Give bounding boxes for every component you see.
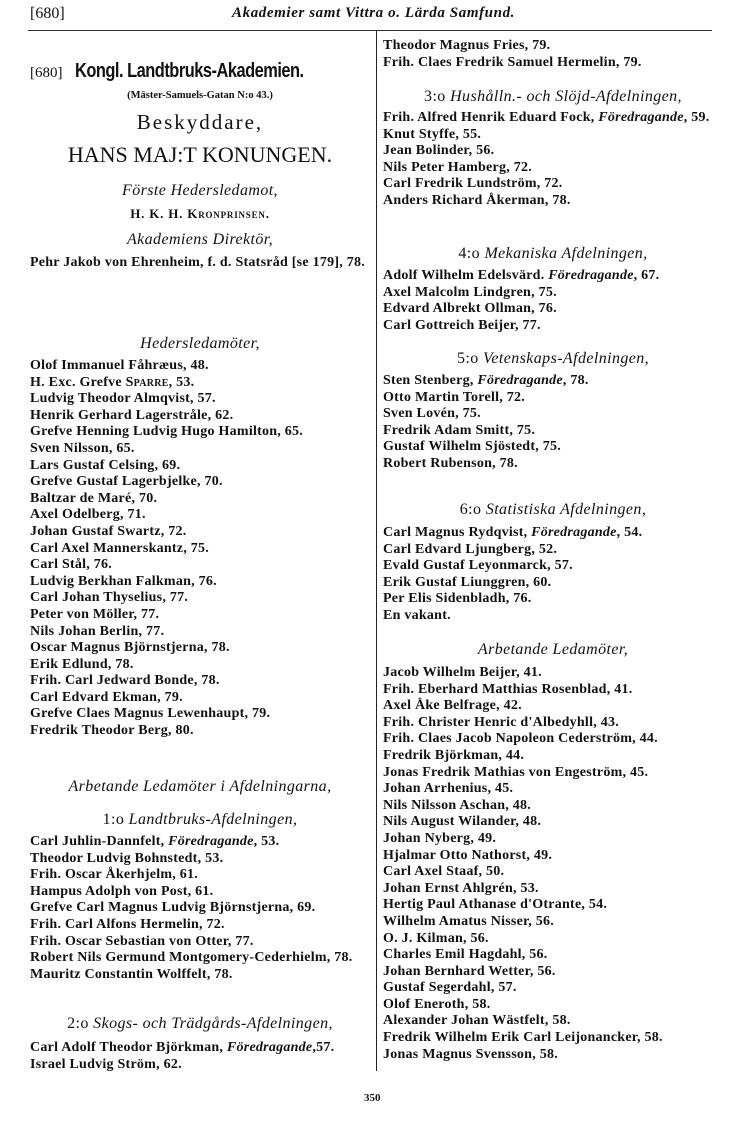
member-text: ,57. bbox=[312, 1040, 335, 1055]
member-entry: Robert Rubenson, 78. bbox=[383, 455, 518, 471]
first-honorary-title: Kronprinsen. bbox=[187, 206, 270, 221]
member-entry: Knut Styffe, 55. bbox=[383, 126, 482, 142]
dept2-list-left bbox=[30, 1040, 365, 1073]
dept3-heading bbox=[383, 88, 723, 106]
academy-name: Kongl. Landtbruks-Akademien. bbox=[74, 60, 304, 82]
academy-ref: [680] bbox=[30, 65, 63, 81]
honorary-heading: Hedersledamöter, bbox=[140, 335, 260, 352]
member-entry: Carl Johan Thyselius, 77. bbox=[30, 590, 189, 606]
member-entry: Nils Peter Hamberg, 72. bbox=[383, 159, 532, 175]
member-text: , 67. bbox=[633, 268, 660, 283]
first-honorary-prefix: H. K. H. bbox=[130, 206, 188, 221]
member-entry: Frih. Oscar Åkerhjelm, 61. bbox=[30, 867, 198, 883]
member-entry: Carl Edvard Ljungberg, 52. bbox=[383, 541, 558, 557]
dept4-number: 4:o bbox=[458, 245, 485, 262]
member-entry: Oscar Magnus Björnstjerna, 78. bbox=[30, 640, 230, 656]
dept1-title: Landtbruks-Afdelningen, bbox=[128, 811, 298, 828]
member-entry bbox=[30, 1040, 365, 1057]
member-text: , 53. bbox=[168, 374, 195, 390]
member-entry: Pehr Jakob von Ehrenheim, f. d. Statsråd [se 179], 78. bbox=[30, 255, 366, 270]
member-entry: Robert Nils Germund Montgomery-Cederhielm, 78. bbox=[30, 950, 353, 966]
member-text: Adolf Wilhelm Edelsvärd. bbox=[383, 268, 549, 283]
academy-address: (Mäster-Samuels-Gatan N:o 43.) bbox=[127, 90, 273, 101]
member-entry: Henrik Gerhard Lagerstråle, 62. bbox=[30, 407, 234, 423]
dept2-list-right bbox=[383, 38, 718, 71]
member-entry: Ludvig Berkhan Falkman, 76. bbox=[30, 573, 217, 589]
member-entry: Johan Gustaf Swartz, 72. bbox=[30, 523, 187, 539]
director-heading: Akademiens Direktör, bbox=[126, 231, 274, 248]
dept5-heading bbox=[383, 350, 723, 368]
member-entry: Hertig Paul Athanase d'Otrante, 54. bbox=[383, 897, 608, 913]
academy-title bbox=[30, 60, 370, 83]
dept4-list bbox=[383, 268, 718, 334]
member-role: Föredragande bbox=[598, 110, 684, 125]
member-text: H. Exc. Grefve bbox=[30, 374, 126, 390]
member-entry: Sven Nilsson, 65. bbox=[30, 440, 135, 456]
dept5-number: 5:o bbox=[456, 350, 483, 367]
dept5-list bbox=[383, 373, 718, 473]
dept3-title: Hushålln.- och Slöjd-Afdelningen, bbox=[450, 88, 682, 105]
member-entry: Erik Edlund, 78. bbox=[30, 656, 134, 672]
member-role: Föredragande bbox=[226, 1040, 313, 1055]
member-entry: Nils August Wilander, 48. bbox=[383, 814, 542, 830]
member-entry: Nils Johan Berlin, 77. bbox=[30, 623, 165, 639]
member-entry bbox=[383, 525, 718, 542]
member-entry: Frih. Claes Jacob Napoleon Cederström, 44. bbox=[383, 731, 658, 747]
member-entry: Nils Nilsson Aschan, 48. bbox=[383, 797, 531, 813]
member-entry: Wilhelm Amatus Nisser, 56. bbox=[383, 913, 555, 929]
member-entry: O. J. Kilman, 56. bbox=[383, 930, 489, 946]
member-entry: Gustaf Wilhelm Sjöstedt, 75. bbox=[383, 439, 561, 455]
member-entry: Per Elis Sidenbladh, 76. bbox=[383, 591, 532, 607]
dept3-number: 3:o bbox=[424, 88, 451, 105]
member-entry: Johan Bernhard Wetter, 56. bbox=[383, 963, 556, 979]
member-entry bbox=[383, 268, 718, 285]
dept2-heading bbox=[30, 1015, 370, 1033]
dept2-number: 2:o bbox=[67, 1015, 94, 1032]
working-departments-heading: Arbetande Ledamöter i Afdelningarna, bbox=[68, 778, 332, 795]
member-entry: Carl Axel Staaf, 50. bbox=[383, 864, 505, 880]
member-entry: Grefve Gustaf Lagerbjelke, 70. bbox=[30, 474, 223, 490]
member-entry: Fredrik Björkman, 44. bbox=[383, 747, 525, 763]
running-title: Akademier samt Vittra o. Lärda Samfund. bbox=[232, 5, 516, 21]
member-entry: Hjalmar Otto Nathorst, 49. bbox=[383, 847, 553, 863]
member-entry: Johan Ernst Ahlgrén, 53. bbox=[383, 880, 539, 896]
member-entry: Jonas Fredrik Mathias von Engeström, 45. bbox=[383, 764, 649, 780]
member-entry bbox=[383, 110, 718, 127]
dept1-list bbox=[30, 834, 365, 983]
member-entry: Baltzar de Maré, 70. bbox=[30, 490, 158, 506]
member-entry: Axel Åke Belfrage, 42. bbox=[383, 698, 522, 714]
member-entry: Otto Martin Torell, 72. bbox=[383, 389, 525, 405]
member-entry: Jean Bolinder, 56. bbox=[383, 143, 495, 159]
working-list bbox=[383, 665, 718, 1063]
header-rule bbox=[28, 30, 712, 31]
member-entry: Mauritz Constantin Wolffelt, 78. bbox=[30, 966, 233, 982]
member-text: Carl Juhlin-Dannfelt, bbox=[30, 834, 169, 849]
dept1-heading bbox=[30, 811, 370, 829]
member-text: Carl Magnus Rydqvist, bbox=[383, 525, 532, 540]
member-entry: Alexander Johan Wästfelt, 58. bbox=[383, 1013, 571, 1029]
member-entry: Frih. Carl Alfons Hermelin, 72. bbox=[30, 916, 225, 932]
director-list bbox=[30, 255, 365, 272]
dept3-list bbox=[383, 110, 718, 210]
member-entry: Carl Gottreich Beijer, 77. bbox=[383, 317, 541, 333]
dept5-title: Vetenskaps-Afdelningen, bbox=[483, 350, 650, 367]
member-text: , 53. bbox=[253, 834, 280, 849]
member-role: Föredragande bbox=[531, 525, 617, 540]
member-entry: Jacob Wilhelm Beijer, 41. bbox=[383, 665, 542, 680]
first-honorary-heading: Förste Hedersledamot, bbox=[122, 182, 278, 199]
member-entry: Frih. Eberhard Matthias Rosenblad, 41. bbox=[383, 681, 633, 697]
member-entry: Olof Eneroth, 58. bbox=[383, 996, 491, 1012]
member-entry: Grefve Claes Magnus Lewenhaupt, 79. bbox=[30, 706, 271, 722]
member-text: , 59. bbox=[683, 110, 710, 125]
dept4-title: Mekaniska Afdelningen, bbox=[484, 245, 648, 262]
member-role: Föredragande bbox=[477, 373, 563, 388]
member-entry: Carl Stål, 76. bbox=[30, 557, 113, 573]
member-entry: Carl Axel Mannerskantz, 75. bbox=[30, 540, 210, 556]
member-entry: Carl Fredrik Lundström, 72. bbox=[383, 176, 563, 192]
member-entry: Theodor Magnus Fries, 79. bbox=[383, 38, 551, 53]
member-surname: Sparre bbox=[125, 374, 169, 390]
member-entry: Fredrik Theodor Berg, 80. bbox=[30, 723, 194, 739]
member-entry: Frih. Carl Jedward Bonde, 78. bbox=[30, 673, 220, 689]
member-entry: Ludvig Theodor Almqvist, 57. bbox=[30, 391, 216, 407]
member-role: Föredragande bbox=[168, 834, 254, 849]
member-entry bbox=[30, 375, 365, 392]
member-entry bbox=[30, 834, 365, 851]
column-divider bbox=[376, 31, 377, 1071]
member-entry: Gustaf Segerdahl, 57. bbox=[383, 980, 517, 996]
member-entry: Olof Immanuel Fåhræus, 48. bbox=[30, 358, 209, 373]
member-entry: Johan Nyberg, 49. bbox=[383, 830, 497, 846]
patron-name: HANS MAJ:T KONUNGEN. bbox=[67, 142, 333, 167]
member-entry: Evald Gustaf Leyonmarck, 57. bbox=[383, 558, 573, 574]
member-entry: Charles Emil Hagdahl, 56. bbox=[383, 947, 548, 963]
member-entry: Fredrik Adam Smitt, 75. bbox=[383, 422, 536, 438]
member-entry: Sven Lovén, 75. bbox=[383, 406, 481, 422]
dept4-heading bbox=[383, 245, 723, 263]
member-text: , 54. bbox=[616, 525, 643, 540]
member-entry: En vakant. bbox=[383, 607, 451, 623]
member-entry: Erik Gustaf Liunggren, 60. bbox=[383, 574, 552, 590]
member-text: Frih. Alfred Henrik Eduard Fock, bbox=[383, 110, 599, 125]
member-text: Sten Stenberg, bbox=[383, 373, 478, 388]
member-entry bbox=[383, 373, 718, 390]
member-entry: Grefve Henning Ludvig Hugo Hamilton, 65. bbox=[30, 424, 304, 440]
dept6-list bbox=[383, 525, 718, 625]
page-number: 350 bbox=[364, 1092, 381, 1104]
patron-heading: Beskyddare, bbox=[136, 110, 264, 134]
dept2-title: Skogs- och Trädgårds-Afdelningen, bbox=[93, 1015, 333, 1032]
dept6-title: Statistiska Afdelningen, bbox=[485, 501, 647, 518]
member-entry: Carl Edvard Ekman, 79. bbox=[30, 689, 183, 705]
member-entry: Lars Gustaf Celsing, 69. bbox=[30, 457, 181, 473]
member-entry: Theodor Ludvig Bohnstedt, 53. bbox=[30, 850, 224, 866]
member-entry: Anders Richard Åkerman, 78. bbox=[383, 192, 571, 208]
member-entry: Fredrik Wilhelm Erik Carl Leijonancker, 58. bbox=[383, 1030, 663, 1046]
honorary-list bbox=[30, 358, 365, 740]
page-reference: [680] bbox=[30, 5, 65, 22]
member-entry: Israel Ludvig Ström, 62. bbox=[30, 1056, 182, 1072]
member-entry: Jonas Magnus Svensson, 58. bbox=[383, 1046, 558, 1062]
member-entry: Frih. Claes Fredrik Samuel Hermelin, 79. bbox=[383, 54, 642, 70]
dept6-number: 6:o bbox=[459, 501, 486, 518]
member-entry: Axel Malcolm Lindgren, 75. bbox=[383, 284, 557, 300]
member-entry: Frih. Christer Henric d'Albedyhll, 43. bbox=[383, 714, 619, 730]
member-entry: Peter von Möller, 77. bbox=[30, 606, 160, 622]
working-heading: Arbetande Ledamöter, bbox=[477, 641, 629, 658]
dept6-heading bbox=[383, 501, 723, 519]
member-entry: Edvard Albrekt Ollman, 76. bbox=[383, 301, 557, 317]
member-entry: Johan Arrhenius, 45. bbox=[383, 781, 514, 797]
dept1-number: 1:o bbox=[102, 811, 129, 828]
member-entry: Hampus Adolph von Post, 61. bbox=[30, 883, 214, 899]
member-entry: Axel Odelberg, 71. bbox=[30, 507, 146, 523]
member-text: , 78. bbox=[562, 373, 589, 388]
member-entry: Frih. Oscar Sebastian von Otter, 77. bbox=[30, 933, 254, 949]
member-role: Föredragande bbox=[548, 268, 634, 283]
first-honorary-name bbox=[30, 206, 370, 222]
member-text: Carl Adolf Theodor Björkman, bbox=[30, 1040, 227, 1055]
member-entry: Grefve Carl Magnus Ludvig Björnstjerna, 69. bbox=[30, 900, 316, 916]
